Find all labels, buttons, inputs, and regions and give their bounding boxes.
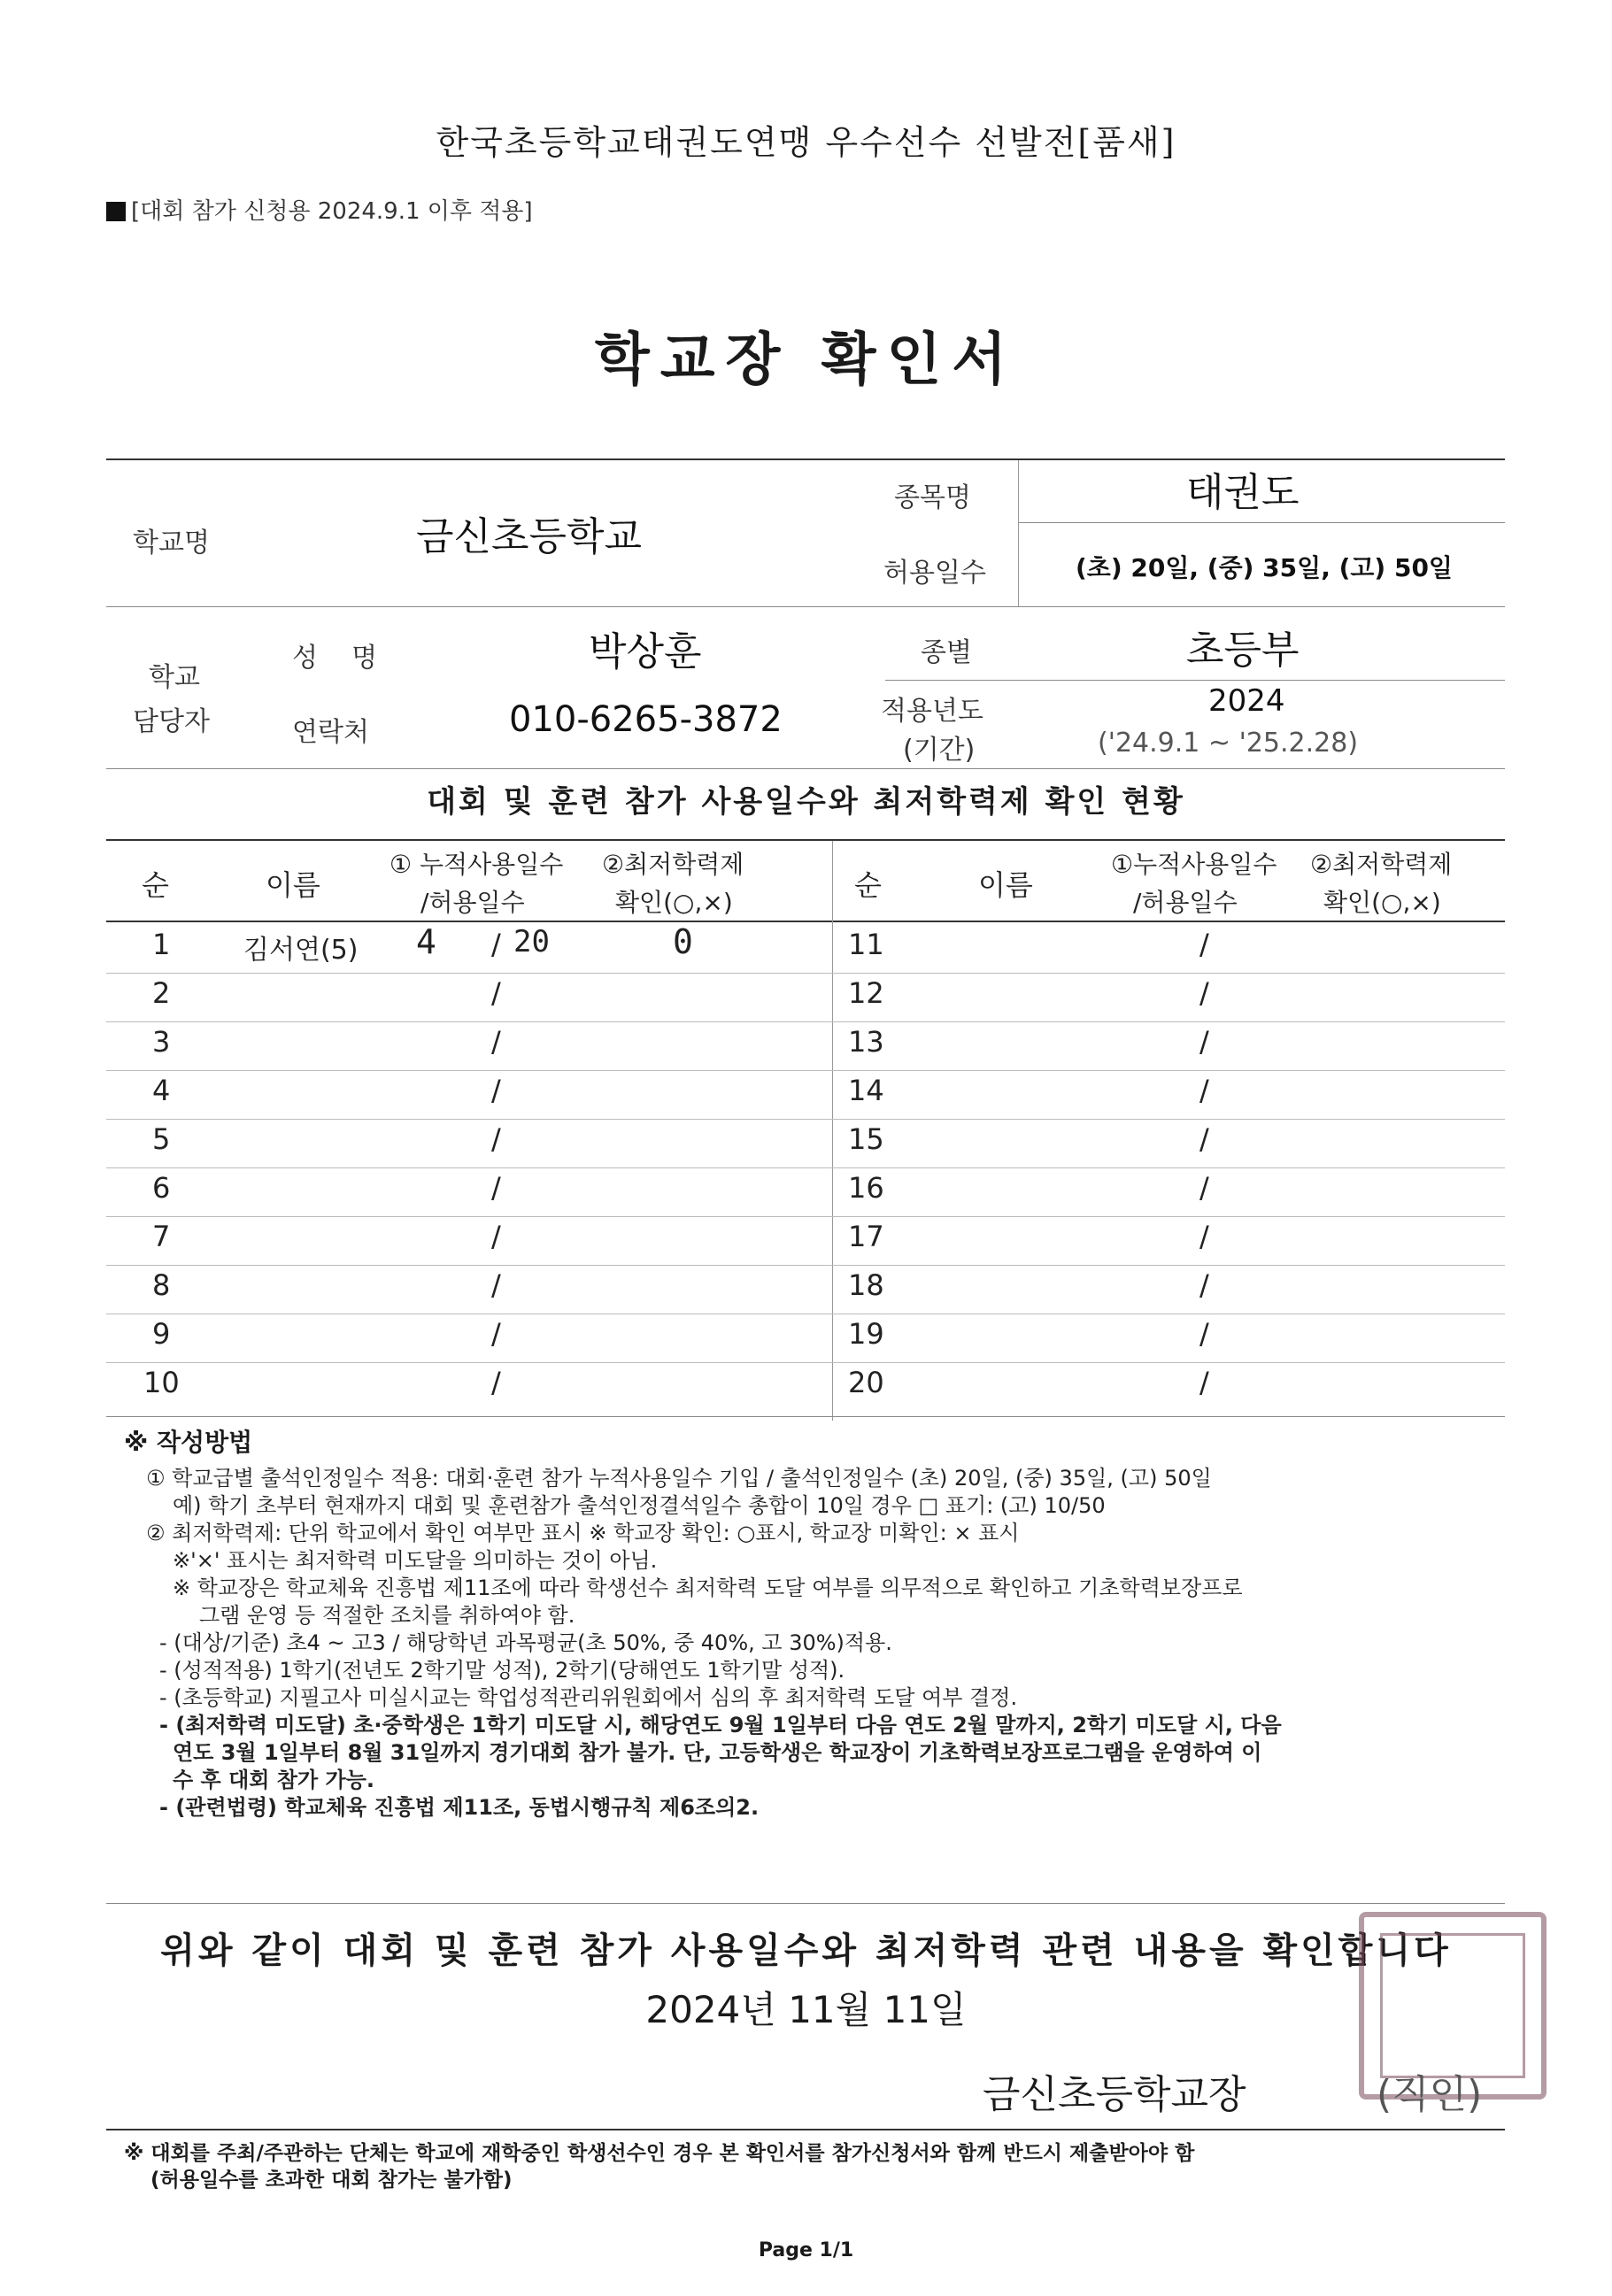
instruction-line: 수 후 대회 참가 가능.: [173, 1768, 375, 1792]
instruction-line: - (성적적용) 1학기(전년도 2학기말 성적), 2학기(당해연도 1학기말 성적).: [159, 1658, 845, 1683]
confirm-divider: [106, 1903, 1505, 1904]
row-name: 김서연(5): [243, 935, 359, 966]
row-divider: [106, 1021, 1505, 1022]
row-no: 19: [848, 1317, 884, 1351]
school-label: 학교명: [133, 528, 210, 559]
row-divider: [106, 1265, 1505, 1266]
row-no: 12: [848, 976, 884, 1010]
allowed-days-value: (초) 20일, (중) 35일, (고) 50일: [1076, 553, 1453, 582]
name-label: 성 명: [292, 643, 378, 674]
contact-label: 연락처: [292, 717, 369, 748]
row-divider: [106, 1362, 1505, 1363]
footer-note-2: (허용일수를 초과한 대회 참가는 불가함): [150, 2169, 513, 2192]
allowed-days-label: 허용일수: [883, 558, 986, 589]
row-slash: /: [1199, 1074, 1209, 1107]
application-note-text: [대회 참가 신청용 2024.9.1 이후 적용]: [131, 198, 533, 225]
contact-value: 010-6265-3872: [509, 699, 783, 740]
period-value: ('24.9.1 ~ '25.2.28): [1098, 728, 1359, 759]
event-value: 태권도: [1186, 470, 1300, 515]
status-title: 대회 및 훈련 참가 사용일수와 최저학력제 확인 현황: [427, 784, 1185, 820]
staff-label-2: 담당자: [133, 706, 210, 737]
year-label-2: (기간): [903, 735, 976, 766]
info-row-divider: [1018, 522, 1505, 523]
row-divider: [106, 1216, 1505, 1217]
row-slash: /: [491, 1025, 501, 1059]
instruction-line: ② 최저학력제: 단위 학교에서 확인 여부만 표시 ※ 학교장 확인: ○표시, 학교장 미확인: × 표시: [146, 1521, 1020, 1545]
footer-divider: [106, 2129, 1505, 2130]
row-no: 14: [848, 1074, 884, 1107]
col-days-right-1: ①누적사용일수: [1111, 850, 1277, 879]
row-divider: [106, 1167, 1505, 1168]
instruction-line: - (대상/기준) 초4 ~ 고3 / 해당학년 과목평균(초 50%, 중 40%, 고 30%)적용.: [159, 1630, 892, 1655]
instruction-line: ① 학교급별 출석인정일수 적용: 대회·훈련 참가 누적사용일수 기입 / 출석인정일수 (초) 20일, (중) 35일, (고) 50일: [146, 1466, 1212, 1491]
instructions-title: ※ 작성방법: [124, 1428, 253, 1457]
row-slash: /: [1199, 928, 1209, 961]
info-row-divider: [885, 680, 1505, 681]
col-days-left-2: /허용일수: [420, 888, 525, 917]
row-no: 2: [152, 976, 171, 1010]
col-name-right: 이름: [978, 868, 1033, 902]
row-slash: /: [491, 1220, 501, 1253]
row-slash: /: [1199, 1268, 1209, 1302]
row-no: 7: [152, 1220, 171, 1253]
row-slash: /: [491, 1366, 501, 1399]
document-title: 학교장 확인서: [594, 327, 1018, 393]
col-days-left-1: ① 누적사용일수: [390, 850, 564, 879]
instruction-line: - (관련법령) 학교체육 진흥법 제11조, 동법시행규칙 제6조의2.: [159, 1795, 760, 1820]
row-no: 1: [152, 928, 171, 961]
col-min-right-2: 확인(○,×): [1323, 888, 1441, 917]
row-slash: /: [491, 1122, 501, 1156]
year-label-1: 적용년도: [881, 696, 983, 727]
row-no: 18: [848, 1268, 884, 1302]
row-used-days: 4: [416, 922, 436, 961]
row-slash: /: [491, 976, 501, 1010]
row-allowed-days: 20: [513, 924, 550, 959]
row-slash: /: [1199, 1122, 1209, 1156]
confirmation-date: 2024년 11월 11일: [645, 1988, 967, 2031]
row-slash: /: [491, 1074, 501, 1107]
col-name-left: 이름: [266, 868, 320, 902]
application-note: [106, 193, 533, 226]
row-no: 9: [152, 1317, 171, 1351]
row-divider: [106, 1070, 1505, 1071]
instruction-line: 그램 운영 등 적절한 조치를 취하여야 함.: [199, 1603, 575, 1628]
row-slash: /: [491, 1268, 501, 1302]
status-header-border: [106, 921, 1505, 922]
col-days-right-2: /허용일수: [1133, 888, 1238, 917]
row-slash: /: [491, 928, 501, 961]
row-no: 16: [848, 1171, 884, 1205]
col-min-left-1: ②최저학력제: [602, 850, 744, 879]
row-slash: /: [491, 1171, 501, 1205]
row-no: 8: [152, 1268, 171, 1302]
col-min-left-2: 확인(○,×): [615, 888, 733, 917]
row-slash: /: [1199, 1220, 1209, 1253]
page-number: Page 1/1: [758, 2239, 854, 2261]
info-bottom-border: [106, 768, 1505, 769]
division-value: 초등부: [1186, 628, 1300, 673]
row-no: 20: [848, 1366, 884, 1399]
row-slash: /: [1199, 976, 1209, 1010]
instruction-line: - (최저학력 미도달) 초·중학생은 1학기 미도달 시, 해당연도 9월 1일부터 다음 연도 2월 말까지, 2학기 미도달 시, 다음: [159, 1713, 1282, 1737]
year-value: 2024: [1208, 683, 1285, 719]
row-min-check: 0: [673, 922, 693, 961]
instruction-line: ※'×' 표시는 최저학력 미도달을 의미하는 것이 아님.: [173, 1548, 658, 1573]
row-slash: /: [1199, 1025, 1209, 1059]
seal-label: (직인): [1377, 2072, 1483, 2117]
row-slash: /: [1199, 1171, 1209, 1205]
staff-name: 박상훈: [589, 629, 702, 674]
row-no: 15: [848, 1122, 884, 1156]
row-no: 11: [848, 928, 884, 961]
row-no: 10: [143, 1366, 180, 1399]
footer-note: [124, 2140, 1505, 2193]
instruction-line: 연도 3월 1일부터 8월 31일까지 경기대회 참가 불가. 단, 고등학생은 학교장이 기초학력보장프로그램을 운영하여 이: [173, 1740, 1262, 1765]
event-label: 종목명: [894, 482, 971, 513]
info-col-divider: [1018, 460, 1019, 606]
row-divider: [106, 1119, 1505, 1120]
col-no-left: 순: [142, 868, 169, 902]
row-no: 17: [848, 1220, 884, 1253]
instruction-line: - (초등학교) 지필고사 미실시교는 학업성적관리위원회에서 심의 후 최저학력 도달 여부 결정.: [159, 1685, 1018, 1710]
instruction-line: 예) 학기 초부터 현재까지 대회 및 훈련참가 출석인정결석일수 총합이 10일 경우 □ 표기: (고) 10/50: [173, 1493, 1106, 1518]
row-no: 3: [152, 1025, 171, 1059]
instruction-line: ※ 학교장은 학교체육 진흥법 제11조에 따라 학생선수 최저학력 도달 여부를 의무적으로 확인하고 기초학력보장프로: [173, 1576, 1243, 1600]
info-row-divider: [106, 606, 1505, 607]
col-min-right-1: ②최저학력제: [1310, 850, 1453, 879]
status-bottom-border: [106, 1416, 1505, 1417]
col-no-right: 순: [854, 868, 882, 902]
school-name: 금신초등학교: [416, 514, 643, 559]
row-no: 6: [152, 1171, 171, 1205]
division-label: 종별: [921, 637, 972, 668]
row-slash: /: [1199, 1366, 1209, 1399]
square-bullet-icon: [106, 202, 126, 221]
association-title: 한국초등학교태권도연맹 우수선수 선발전[품새]: [436, 123, 1176, 162]
footer-note-1: ※ 대회를 주최/주관하는 단체는 학교에 재학중인 학생선수인 경우 본 확인서를 참가신청서와 함께 반드시 제출받아야 함: [124, 2142, 1195, 2165]
row-no: 13: [848, 1025, 884, 1059]
status-top-border: [106, 839, 1505, 841]
row-no: 5: [152, 1122, 171, 1156]
status-center-divider: [832, 841, 833, 1421]
row-slash: /: [491, 1317, 501, 1351]
row-slash: /: [1199, 1317, 1209, 1351]
confirmation-text: 위와 같이 대회 및 훈련 참가 사용일수와 최저학력 관련 내용을 확인합니다: [160, 1930, 1452, 1971]
row-no: 4: [152, 1074, 171, 1107]
staff-label-1: 학교: [149, 662, 200, 693]
row-divider: [106, 973, 1505, 974]
principal-name: 금신초등학교장: [983, 2072, 1246, 2117]
